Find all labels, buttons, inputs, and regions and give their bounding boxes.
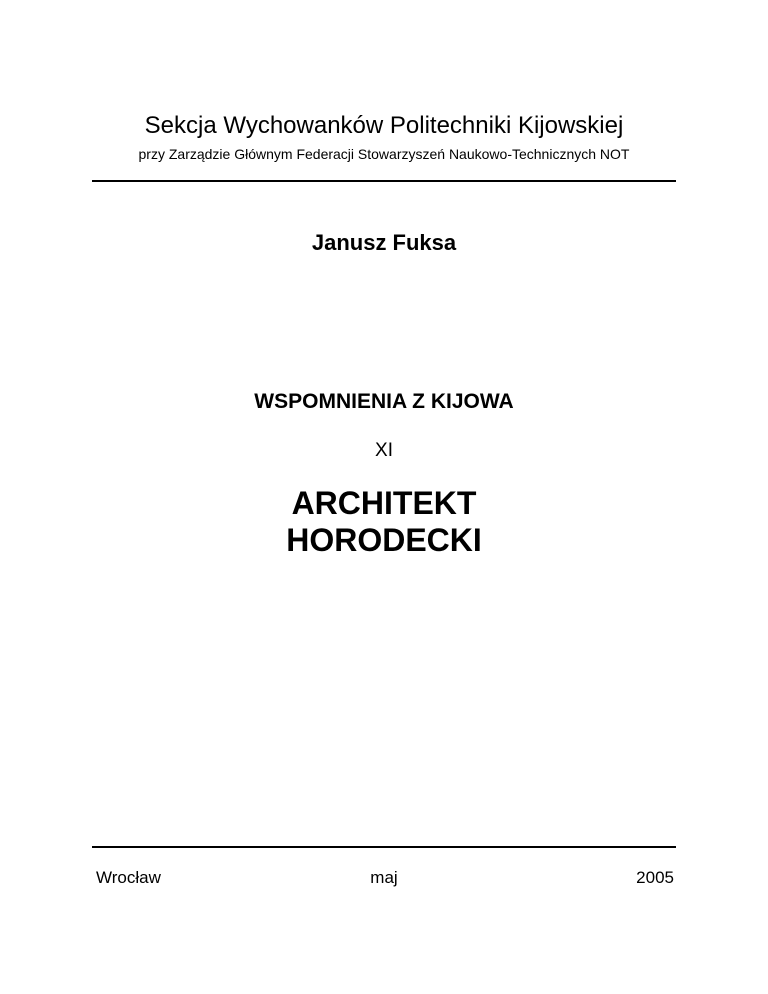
- series-title: WSPOMNIENIA Z KIJOWA: [254, 390, 514, 413]
- publication-place: Wrocław: [96, 868, 161, 887]
- book-title: [0, 485, 768, 559]
- organization-title: Sekcja Wychowanków Politechniki Kijowskiej: [144, 112, 624, 139]
- book-title-line-1: ARCHITEKT: [291, 485, 477, 521]
- organization-affiliation: przy Zarządzie Głównym Federacji Stowarzyszeń Naukowo-Technicznych NOT: [138, 146, 630, 162]
- publication-year: 2005: [636, 868, 674, 887]
- top-divider: [92, 180, 676, 182]
- bottom-divider: [92, 846, 676, 848]
- publication-month: maj: [370, 868, 398, 887]
- volume-number: XI: [375, 440, 393, 461]
- author-name: Janusz Fuksa: [311, 230, 457, 255]
- book-title-line-2: HORODECKI: [286, 522, 482, 558]
